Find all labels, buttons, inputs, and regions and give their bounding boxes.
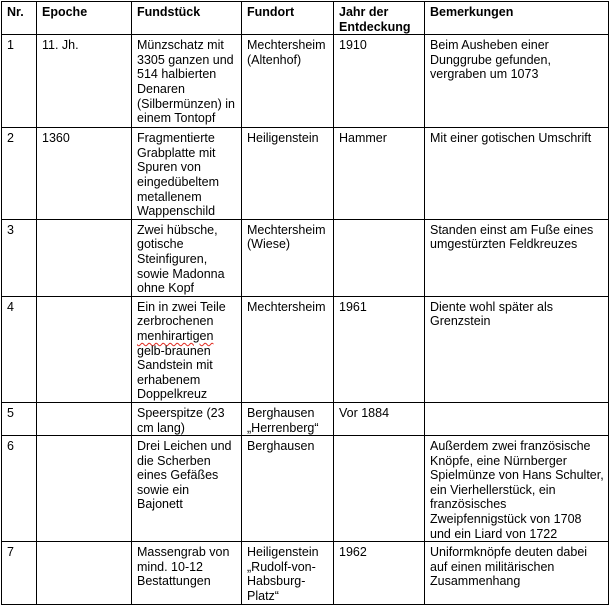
findings-table bbox=[1, 1, 609, 605]
cell-bemerkungen: Mit einer gotischen Umschrift bbox=[425, 128, 609, 220]
cell-fundstueck: Speerspitze (23 cm lang) bbox=[132, 402, 242, 435]
cell-fundort: Mechtersheim (Wiese) bbox=[242, 219, 334, 296]
cell-nr: 5 bbox=[2, 402, 37, 435]
cell-fundort: Berghausen „Herrenberg“ bbox=[242, 402, 334, 435]
cell-bemerkungen: Uniformknöpfe deuten dabei auf einen militärischen Zusammenhang bbox=[425, 542, 609, 604]
cell-epoche bbox=[37, 542, 132, 604]
cell-fundort: Mechtersheim (Altenhof) bbox=[242, 35, 334, 128]
table-row bbox=[2, 128, 609, 220]
cell-nr: 3 bbox=[2, 219, 37, 296]
cell-epoche bbox=[37, 296, 132, 402]
cell-fundstueck bbox=[132, 296, 242, 402]
cell-nr: 1 bbox=[2, 35, 37, 128]
table-row bbox=[2, 542, 609, 604]
cell-epoche bbox=[37, 436, 132, 542]
cell-fundstueck: Zwei hübsche, gotische Steinfiguren, sowie Madonna ohne Kopf bbox=[132, 219, 242, 296]
spellcheck-flagged-word: menhirartigen bbox=[137, 328, 214, 343]
cell-nr: 2 bbox=[2, 128, 37, 220]
cell-jahr bbox=[334, 436, 425, 542]
cell-jahr: Vor 1884 bbox=[334, 402, 425, 435]
cell-fundort: Mechtersheim bbox=[242, 296, 334, 402]
cell-nr: 7 bbox=[2, 542, 37, 604]
cell-jahr: 1910 bbox=[334, 35, 425, 128]
cell-fundstueck: Massengrab von mind. 10-12 Bestattungen bbox=[132, 542, 242, 604]
cell-epoche: 1360 bbox=[37, 128, 132, 220]
header-bemerkungen: Bemerkungen bbox=[425, 2, 609, 35]
cell-fundstueck: Fragmentierte Grabplatte mit Spuren von eingedübeltem metallenem Wappenschild bbox=[132, 128, 242, 220]
cell-text-part: Ein in zwei Teile zerbrochenen bbox=[137, 299, 226, 329]
table-row bbox=[2, 35, 609, 128]
cell-jahr: Hammer bbox=[334, 128, 425, 220]
cell-fundort: Heiligenstein bbox=[242, 128, 334, 220]
cell-jahr: 1962 bbox=[334, 542, 425, 604]
table-header-row bbox=[2, 2, 609, 35]
header-fundstueck: Fundstück bbox=[132, 2, 242, 35]
table-row bbox=[2, 296, 609, 402]
cell-nr: 6 bbox=[2, 436, 37, 542]
cell-jahr bbox=[334, 219, 425, 296]
cell-bemerkungen: Außerdem zwei französische Knöpfe, eine Nürnberger Spielmünze von Hans Schulter, ein Vierhellerstück, ein französisches Zweipfennigstück von 1708 und ein Liard von 1722 bbox=[425, 436, 609, 542]
cell-fundort: Heiligenstein „Rudolf-von-Habsburg-Platz“ bbox=[242, 542, 334, 604]
cell-bemerkungen bbox=[425, 402, 609, 435]
cell-fundstueck: Münzschatz mit 3305 ganzen und 514 halbierten Denaren (Silbermünzen) in einem Tontopf bbox=[132, 35, 242, 128]
header-fundort: Fundort bbox=[242, 2, 334, 35]
cell-bemerkungen: Diente wohl später als Grenzstein bbox=[425, 296, 609, 402]
cell-epoche bbox=[37, 219, 132, 296]
cell-bemerkungen: Beim Ausheben einer Dunggrube gefunden, vergraben um 1073 bbox=[425, 35, 609, 128]
table-row bbox=[2, 402, 609, 435]
cell-bemerkungen: Standen einst am Fuße eines umgestürzten Feldkreuzes bbox=[425, 219, 609, 296]
cell-text-part: gelb-braunen Sandstein mit erhabenem Doppelkreuz bbox=[137, 343, 213, 402]
cell-fundstueck: Drei Leichen und die Scherben eines Gefäßes sowie ein Bajonett bbox=[132, 436, 242, 542]
header-jahr: Jahr der Entdeckung bbox=[334, 2, 425, 35]
cell-fundort: Berghausen bbox=[242, 436, 334, 542]
table-row bbox=[2, 219, 609, 296]
cell-jahr: 1961 bbox=[334, 296, 425, 402]
cell-epoche: 11. Jh. bbox=[37, 35, 132, 128]
table-row bbox=[2, 436, 609, 542]
header-epoche: Epoche bbox=[37, 2, 132, 35]
header-nr: Nr. bbox=[2, 2, 37, 35]
cell-epoche bbox=[37, 402, 132, 435]
cell-nr: 4 bbox=[2, 296, 37, 402]
